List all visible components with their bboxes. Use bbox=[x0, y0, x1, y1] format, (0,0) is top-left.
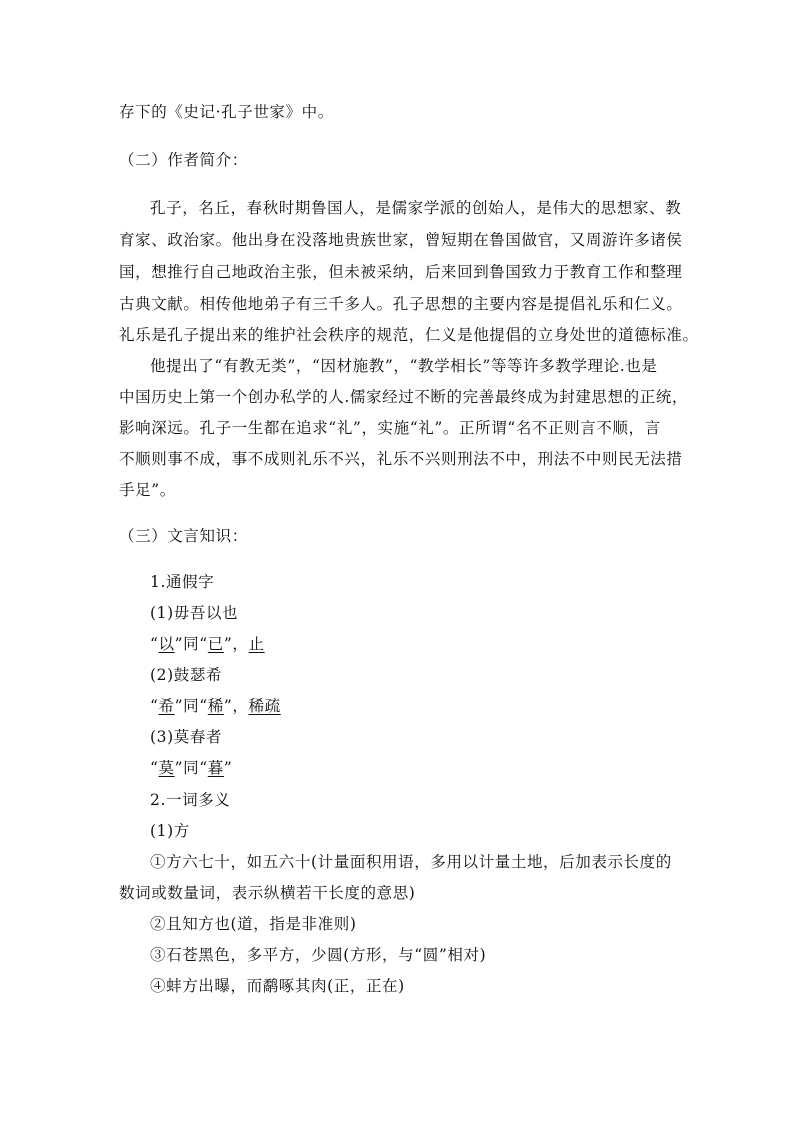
author-paragraph-line: 育家、政治家。他出身在没落地贵族世家，曾短期在鲁国做官，又周游许多诸侯 bbox=[119, 231, 683, 249]
section-heading-author: （二）作者简介： bbox=[119, 151, 248, 169]
tongjia-note: “以”同“已”，止 bbox=[150, 635, 265, 653]
character-meaning: 稀疏 bbox=[248, 697, 281, 715]
author-paragraph-line: 古典文献。相传他地弟子有三千多人。孔子思想的主要内容是提倡礼乐和仁义。 bbox=[119, 295, 683, 313]
original-character: 稀 bbox=[207, 697, 224, 715]
tongjia-note: “莫”同“暮” bbox=[150, 759, 233, 777]
polysemy-meaning: 数词或数量词，表示纵横若干长度的意思) bbox=[119, 884, 416, 902]
tongjia-item: (2)鼓瑟希 bbox=[150, 666, 223, 684]
original-character: 暮 bbox=[207, 759, 224, 777]
author-paragraph-line: 他提出了“有教无类”，“因材施教”，“教学相长”等等许多教学理论.也是 bbox=[150, 357, 658, 375]
author-paragraph-line: 礼乐是孔子提出来的维护社会秩序的规范，仁义是他提倡的立身处世的道德标准。 bbox=[119, 326, 699, 344]
author-paragraph-line: 手足”。 bbox=[119, 481, 176, 499]
tongjia-note: “希”同“稀”，稀疏 bbox=[150, 697, 281, 715]
variant-character: 莫 bbox=[158, 759, 175, 777]
section-heading-classical: （三）文言知识： bbox=[119, 527, 248, 545]
author-paragraph-line: 国，想推行自己地政治主张，但未被采纳，后来回到鲁国致力于教育工作和整理 bbox=[119, 263, 683, 281]
tongjia-title: 1.通假字 bbox=[150, 573, 215, 591]
author-paragraph-line: 孔子，名丘，春秋时期鲁国人，是儒家学派的创始人，是伟大的思想家、教 bbox=[150, 199, 682, 217]
polysemy-meaning: ③石苍黑色，多平方，少圆(方形，与“圆”相对) bbox=[150, 946, 487, 964]
variant-character: 希 bbox=[158, 697, 175, 715]
polysemy-meaning: ④蚌方出曝，而鹬啄其肉(正，正在) bbox=[150, 977, 405, 995]
intro-tail: 存下的《史记·孔子世家》中。 bbox=[119, 103, 334, 121]
author-paragraph-line: 影响深远。孔子一生都在追求“礼”，实施“礼”。正所谓“名不正则言不顺，言 bbox=[119, 419, 661, 437]
polysemy-title: 2.一词多义 bbox=[150, 791, 231, 809]
author-paragraph-line: 不顺则事不成，事不成则礼乐不兴，礼乐不兴则刑法不中，刑法不中则民无法措 bbox=[119, 450, 683, 468]
polysemy-meaning: ①方六七十，如五六十(计量面积用语，多用以计量土地，后加表示长度的 bbox=[150, 853, 672, 871]
variant-character: 以 bbox=[158, 635, 175, 653]
author-paragraph-line: 中国历史上第一个创办私学的人.儒家经过不断的完善最终成为封建思想的正统， bbox=[119, 388, 689, 406]
tongjia-item: (3)莫春者 bbox=[150, 728, 223, 746]
tongjia-item: (1)毋吾以也 bbox=[150, 604, 239, 622]
original-character: 已 bbox=[207, 635, 224, 653]
polysemy-word: (1)方 bbox=[150, 822, 190, 840]
polysemy-meaning: ②且知方也(道，指是非准则) bbox=[150, 915, 357, 933]
character-meaning: 止 bbox=[248, 635, 265, 653]
